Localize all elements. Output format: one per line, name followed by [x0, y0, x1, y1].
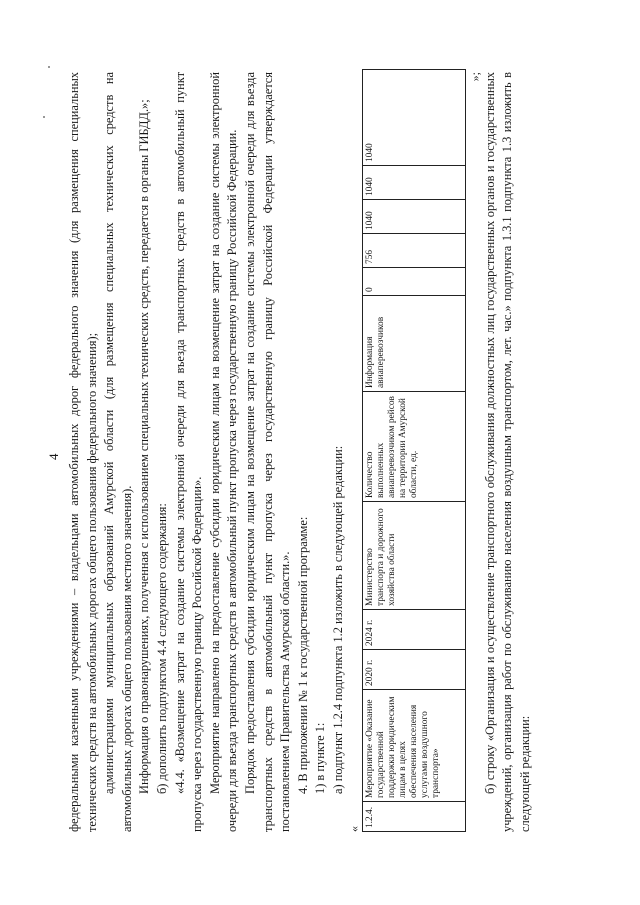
paragraph: Мероприятие направлено на предоставление субсидии юридическим лицам на возмещение затрат на создание системы электронной очереди для въезда транспортных средств в автомобильный пункт пропуска через государственную границу Российской Федерации. [207, 72, 240, 832]
table-cell: Министерство транспорта и дорожного хозяйства области [362, 502, 465, 610]
table-cell: Информация авиаперевозчиков [362, 296, 465, 392]
table-row [362, 70, 465, 832]
table-cell: Количество выполненных авиаперевозчиком рейсов на территории Амурской области, ед. [362, 392, 465, 502]
table-cell: Мероприятие «Оказание государственной поддержки юридическим лицам в целях обеспечения населения услугами воздушного транспорта» [362, 690, 465, 802]
page-number: 4 [46, 453, 61, 460]
table-cell: 0 [362, 268, 465, 296]
paragraph: б) дополнить подпунктом 4.4 следующего содержания: [154, 503, 169, 794]
table-cell: 1040 [362, 200, 465, 234]
table-cell: 1040 [362, 70, 465, 166]
paragraph: федеральными казенными учреждениями – владельцами автомобильных дорог федерального значения (для размещения специальных технических средств на автомобильных дорогах общего пользования федерального значения); [67, 72, 99, 832]
quote-open: « [346, 826, 361, 832]
table-cell: 1040 [362, 166, 465, 200]
paragraph: Информация о правонарушениях, полученная с использованием специальных технических средств, передается в органы ГИБДД.»; [137, 99, 152, 794]
paragraph: 4. В приложении № 1 к государственной программе: [295, 516, 310, 794]
table-cell: 2024 г. [362, 610, 465, 650]
program-table [362, 69, 466, 832]
paragraph: Порядок предоставления субсидии юридическим лицам на возмещение затрат на создание системы электронной очереди для въезда транспортных средств в автомобильный пункт пропуска через государственную границу Российской Федерации утверждается постановлением Правительства Амурской области.». [242, 72, 293, 832]
paragraph: «4.4. «Возмещение затрат на создание системы электронной очереди для въезда транспортных средств в автомобильный пункт пропуска через государственную границу Российской Федерации». [172, 72, 205, 832]
rotated-content [40, 52, 600, 852]
document-body [66, 72, 534, 832]
table-cell: 756 [362, 234, 465, 268]
table-cell: 1.2.4. [362, 802, 465, 832]
table-cell: 2020 г. [362, 650, 465, 690]
paragraph: а) подпункт 1.2.4 подпункта 1.2 изложить в следующей редакции: [330, 445, 345, 794]
paragraph: 1) в пункте 1: [313, 722, 328, 794]
paragraph: администрациями муниципальных образований Амурской области (для размещения специальных технических средств на автомобильных дорогах общего пользования местного значения). [102, 72, 134, 832]
quote-close: »; [467, 72, 482, 82]
paragraph: б) строку «Организация и осуществление транспортного обслуживания должностных лиц государственных органов и государственных учреждений, организация работ по обслуживанию населения воздушным транспортом, лет. час.» подпункта 1.3.1 подпункта 1.3 изложить в следующей редакции: [482, 72, 532, 832]
